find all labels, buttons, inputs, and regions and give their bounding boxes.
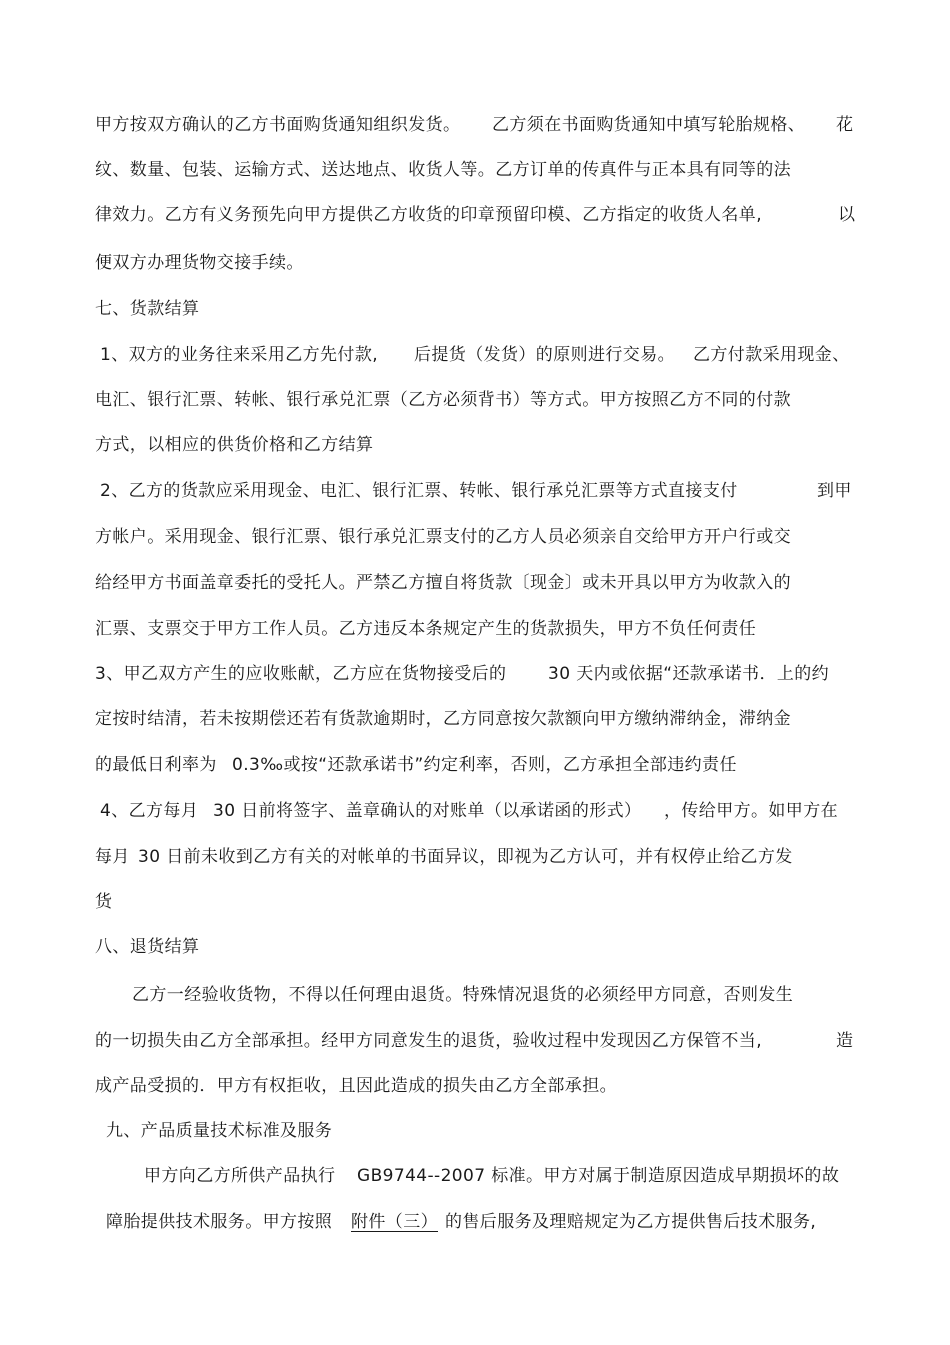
- paragraph-line: [0, 570, 950, 596]
- text-segment: 乙方付款采用现金、: [693, 345, 850, 365]
- text-segment: 给经甲方书面盖章委托的受托人。严禁乙方擅自将货款〔现金〕或未开具以甲方为收款入的: [95, 573, 791, 593]
- text-segment: 2、乙方的货款应采用现金、电汇、银行汇票、转帐、银行承兑汇票等方式直接支付: [100, 481, 738, 501]
- paragraph-line: [0, 661, 950, 687]
- paragraph-line: [0, 112, 950, 138]
- appendix-reference: 附件（三）: [351, 1212, 438, 1232]
- text-segment: 方帐户。采用现金、银行汇票、银行承兑汇票支付的乙方人员必须亲自交给甲方开户行或交: [95, 527, 791, 547]
- paragraph-line: [0, 157, 950, 183]
- paragraph-line: [0, 798, 950, 824]
- section-heading: [0, 1118, 950, 1144]
- section-heading: [0, 934, 950, 960]
- paragraph-line: [0, 1209, 950, 1235]
- text-segment: 电汇、银行汇票、转帐、银行承兑汇票（乙方必须背书）等方式。甲方按照乙方不同的付款: [95, 390, 791, 410]
- text-segment: 便双方办理货物交接手续。: [95, 253, 304, 273]
- text-segment: 4、乙方每月: [100, 801, 199, 821]
- paragraph-line: [0, 982, 950, 1008]
- paragraph-line: [0, 342, 950, 368]
- paragraph-line: [0, 1163, 950, 1189]
- heading-text: 八、退货结算: [95, 937, 200, 957]
- text-segment: 0.3‰或按“还款承诺书”约定利率，否则，乙方承担全部违约责任: [232, 755, 737, 775]
- text-segment: 以: [838, 205, 856, 225]
- text-segment: 的售后服务及理赔规定为乙方提供售后技术服务,: [445, 1212, 817, 1232]
- text-segment: 甲方按双方确认的乙方书面购货通知组织发货。: [95, 115, 461, 135]
- paragraph-line: [0, 752, 950, 778]
- heading-text: 七、货款结算: [95, 299, 200, 319]
- paragraph-line: [0, 706, 950, 732]
- text-segment: 每月: [95, 847, 130, 867]
- paragraph-line: [0, 202, 950, 228]
- text-segment: 造: [836, 1031, 854, 1051]
- paragraph-line: [0, 250, 950, 276]
- text-segment: 3、甲乙双方产生的应收账献，乙方应在货物接受后的: [95, 664, 507, 684]
- text-segment: 货: [95, 892, 113, 912]
- text-segment: 乙方一经验收货物，不得以任何理由退货。特殊情况退货的必须经甲方同意，否则发生: [132, 985, 794, 1005]
- text-segment: 后提货（发货）的原则进行交易。: [414, 345, 675, 365]
- text-segment: 甲方向乙方所供产品执行: [144, 1166, 336, 1186]
- text-segment: 到甲: [817, 481, 852, 501]
- text-segment: 纹、数量、包装、运输方式、送达地点、收货人等。乙方订单的传真件与正本具有同等的法: [95, 160, 791, 180]
- paragraph-line: [0, 478, 950, 504]
- paragraph-line: [0, 432, 950, 458]
- text-segment: 汇票、支票交于甲方工作人员。乙方违反本条规定产生的货款损失，甲方不负任何责任: [95, 619, 757, 639]
- text-segment: 的最低日利率为: [95, 755, 217, 775]
- text-segment: 30 日前将签字、盖章确认的对账单（以承诺函的形式）: [213, 801, 642, 821]
- heading-text: 九、产品质量技术标准及服务: [106, 1121, 333, 1141]
- text-segment: 30 日前未收到乙方有关的对帐单的书面异议，即视为乙方认可，并有权停止给乙方发: [138, 847, 793, 867]
- paragraph-line: [0, 1028, 950, 1054]
- text-segment: 方式，以相应的供货价格和乙方结算: [95, 435, 374, 455]
- text-segment: 律效力。乙方有义务预先向甲方提供乙方收货的印章预留印模、乙方指定的收货人名单,: [95, 205, 763, 225]
- text-segment: 乙方须在书面购货通知中填写轮胎规格、: [492, 115, 806, 135]
- paragraph-line: [0, 889, 950, 915]
- text-segment: 成产品受损的．甲方有权拒收，且因此造成的损失由乙方全部承担。: [95, 1076, 617, 1096]
- text-segment: 30 天内或依据“还款承诺书．上的约: [548, 664, 830, 684]
- paragraph-line: [0, 387, 950, 413]
- paragraph-line: [0, 524, 950, 550]
- text-segment: 障胎提供技术服务。甲方按照: [106, 1212, 333, 1232]
- text-segment: ，传给甲方。如甲方在: [664, 801, 838, 821]
- text-segment: 花: [836, 115, 854, 135]
- text-segment: 1、双方的业务往来采用乙方先付款,: [100, 345, 379, 365]
- section-heading: [0, 296, 950, 322]
- text-segment: 的一切损失由乙方全部承担。经甲方同意发生的退货，验收过程中发现因乙方保管不当,: [95, 1031, 763, 1051]
- paragraph-line: [0, 844, 950, 870]
- paragraph-line: [0, 616, 950, 642]
- text-segment: GB9744--2007 标准。甲方对属于制造原因造成早期损坏的故: [357, 1166, 840, 1186]
- text-segment: 定按时结清，若未按期偿还若有货款逾期时，乙方同意按欠款额向甲方缴纳滞纳金，滞纳金: [95, 709, 791, 729]
- paragraph-line: [0, 1073, 950, 1099]
